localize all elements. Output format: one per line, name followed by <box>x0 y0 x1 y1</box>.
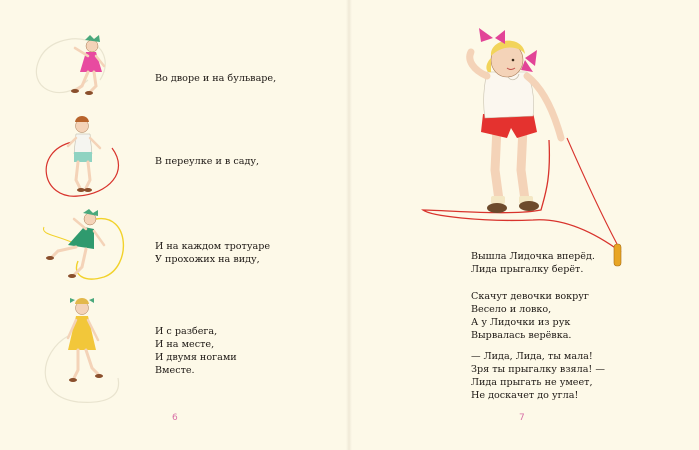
poem-line: Зря ты прыгалку взяла! — <box>471 364 605 375</box>
poem-line: — Лида, Лида, ты мала! <box>471 351 593 362</box>
poem-line: Вышла Лидочка вперёд. <box>471 251 595 262</box>
stanza <box>471 290 589 342</box>
poem-line: И двумя ногами <box>155 352 237 363</box>
poem-line: И на месте, <box>155 339 215 350</box>
poem-line: Вместе. <box>155 365 195 376</box>
page-number: 6 <box>172 413 178 423</box>
stanza <box>155 240 270 266</box>
poem-line: Лида прыгать не умеет, <box>471 377 593 388</box>
poem-line: В переулке и в саду, <box>155 156 260 167</box>
girl-jumping-rope-pink-dress-icon <box>30 28 125 108</box>
poem-line: У прохожих на виду, <box>155 254 260 265</box>
stanza <box>155 72 276 85</box>
poem-line: Вырвалась верёвка. <box>471 330 572 341</box>
left-page <box>0 0 349 450</box>
poem-line: А у Лидочки из рук <box>471 317 571 328</box>
girl-jumping-rope-green-dress-icon <box>38 205 128 285</box>
poem-line: Весело и ловко, <box>471 304 552 315</box>
stanza <box>155 325 237 377</box>
right-page <box>349 0 699 450</box>
poem-line: Во дворе и на бульваре, <box>155 73 277 84</box>
poem-line: Скачут девочки вокруг <box>471 291 589 302</box>
girl-jumping-rope-yellow-dress-icon <box>38 290 128 408</box>
girl-jumping-rope-white-top-icon <box>38 112 128 204</box>
poem-line: И на каждом тротуаре <box>155 241 271 252</box>
stanza <box>471 250 595 276</box>
stanza <box>155 155 259 168</box>
page-number: 7 <box>519 413 525 423</box>
stanza <box>471 350 605 402</box>
poem-line: И с разбега, <box>155 326 218 337</box>
poem-line: Лида прыгалку берёт. <box>471 264 584 275</box>
poem-line: Не доскачет до угла! <box>471 390 579 401</box>
